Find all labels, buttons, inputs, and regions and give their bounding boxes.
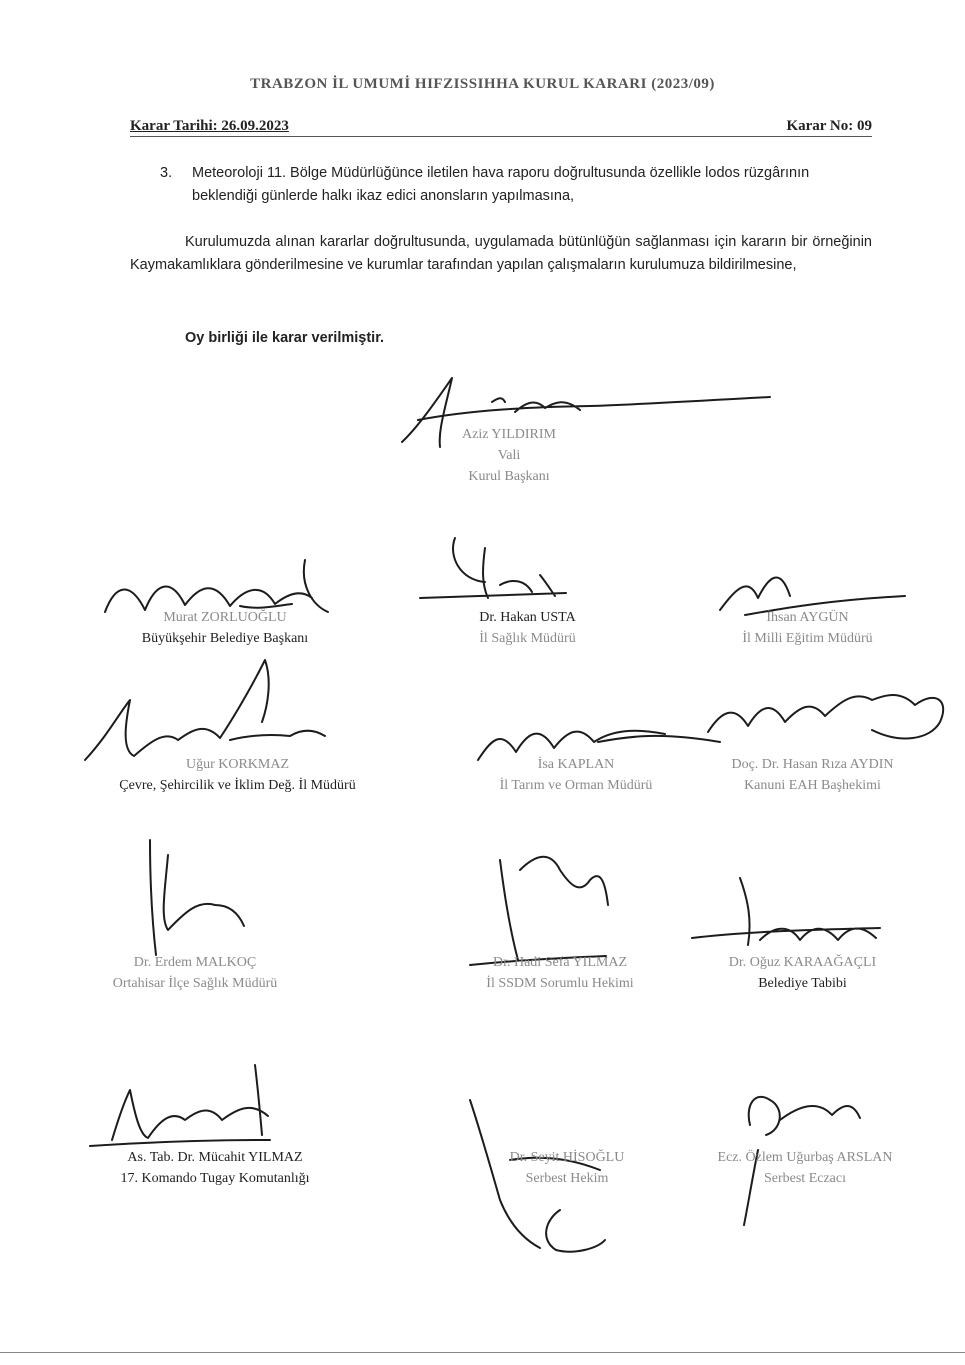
signatory-name: Aziz YILDIRIM bbox=[462, 427, 556, 442]
signatory-title: Serbest Hekim bbox=[525, 1171, 609, 1186]
signature-block-vali bbox=[402, 424, 616, 487]
decision-date: Karar Tarihi: 26.09.2023 bbox=[130, 118, 289, 134]
item-number: 3. bbox=[160, 165, 173, 181]
signature-cevre bbox=[85, 660, 325, 760]
signature-block-ssdm bbox=[440, 952, 680, 994]
signature-belediye-tabibi bbox=[692, 878, 880, 945]
signature-block-serbest-hekim bbox=[462, 1147, 672, 1189]
signatory-name: Doç. Dr. Hasan Rıza AYDIN bbox=[731, 757, 894, 772]
signatory-title: Büyükşehir Belediye Başkanı bbox=[141, 631, 309, 646]
signatory-name: Dr. Erdem MALKOÇ bbox=[133, 955, 257, 970]
signature-block-cevre bbox=[65, 754, 410, 796]
signatory-title: İl Tarım ve Orman Müdürü bbox=[499, 778, 653, 793]
footer-divider bbox=[0, 1352, 965, 1353]
signatory-title: İl Sağlık Müdürü bbox=[479, 631, 576, 646]
signatory-name: İhsan AYGÜN bbox=[766, 610, 849, 625]
item-text: Meteoroloji 11. Bölge Müdürlüğünce iletilen hava raporu doğrultusunda özellikle lodos rüzgârının beklendiği günlerde halkı ikaz edici anonsların yapılmasına, bbox=[192, 165, 810, 204]
unanimity-statement: Oy birliği ile karar verilmiştir. bbox=[185, 330, 385, 346]
signature-ssdm bbox=[470, 857, 608, 965]
document-title: TRABZON İL UMUMİ HIFZISSIHHA KURUL KARARI (2023/09) bbox=[250, 76, 715, 92]
signatory-name: İsa KAPLAN bbox=[537, 757, 615, 772]
signatory-title: İl SSDM Sorumlu Hekimi bbox=[486, 976, 634, 991]
signature-block-kanuni bbox=[695, 754, 930, 796]
signature-block-saglik bbox=[430, 607, 625, 649]
signatory-name: Ecz. Özlem Uğurbaş ARSLAN bbox=[717, 1150, 893, 1165]
signature-block-tugay bbox=[70, 1147, 360, 1189]
signature-ortahisar bbox=[150, 840, 244, 955]
signature-tugay bbox=[90, 1065, 270, 1146]
signatory-name: Dr. Seyit HİSOĞLU bbox=[509, 1150, 625, 1165]
signatory-name: As. Tab. Dr. Mücahit YILMAZ bbox=[127, 1150, 303, 1165]
signatory-title: İl Milli Eğitim Müdürü bbox=[742, 631, 873, 646]
decision-paragraph: Kurulumuzda alınan kararlar doğrultusunda, uygulamada bütünlüğün sağlanması için kararın bir örneğinin Kaymakamlıklara gönderilmesine ve kurumlar tarafından yapılan çalışmaların kurulumuza bildirilmesine, bbox=[130, 234, 872, 273]
signature-block-ortahisar bbox=[65, 952, 325, 994]
signatory-title: Ortahisar İlçe Sağlık Müdürü bbox=[112, 976, 278, 991]
signature-saglik bbox=[420, 538, 566, 598]
signatory-name: Dr. Oğuz KARAAĞAÇLI bbox=[728, 955, 877, 970]
signature-block-belediye-tabibi bbox=[690, 952, 915, 994]
signatory-title: Vali bbox=[497, 448, 521, 463]
signatory-title: Çevre, Şehircilik ve İklim Değ. İl Müdürü bbox=[119, 778, 356, 793]
signatory-name: Uğur KORKMAZ bbox=[185, 757, 290, 772]
signatory-name: Dr. Hadi Sefa YILMAZ bbox=[492, 955, 627, 970]
signatory-title: 17. Komando Tugay Komutanlığı bbox=[120, 1171, 310, 1186]
signature-kanuni bbox=[708, 695, 943, 738]
signatory-name: Dr. Hakan USTA bbox=[479, 610, 576, 625]
signature-block-buyuksehir bbox=[80, 607, 370, 649]
signatory-role: Kurul Başkanı bbox=[468, 469, 550, 484]
signatory-title: Serbest Eczacı bbox=[763, 1171, 846, 1186]
signatory-title: Kanuni EAH Başhekimi bbox=[744, 778, 881, 793]
signature-block-milli-egitim bbox=[700, 607, 915, 649]
signature-block-tarim bbox=[456, 754, 696, 796]
signatory-title: Belediye Tabibi bbox=[758, 976, 847, 991]
decision-number: Karar No: 09 bbox=[786, 118, 872, 134]
signature-buyuksehir bbox=[105, 560, 328, 612]
signatory-name: Murat ZORLUOĞLU bbox=[163, 610, 287, 625]
header-divider bbox=[130, 136, 872, 137]
signature-block-eczaci bbox=[680, 1147, 930, 1189]
